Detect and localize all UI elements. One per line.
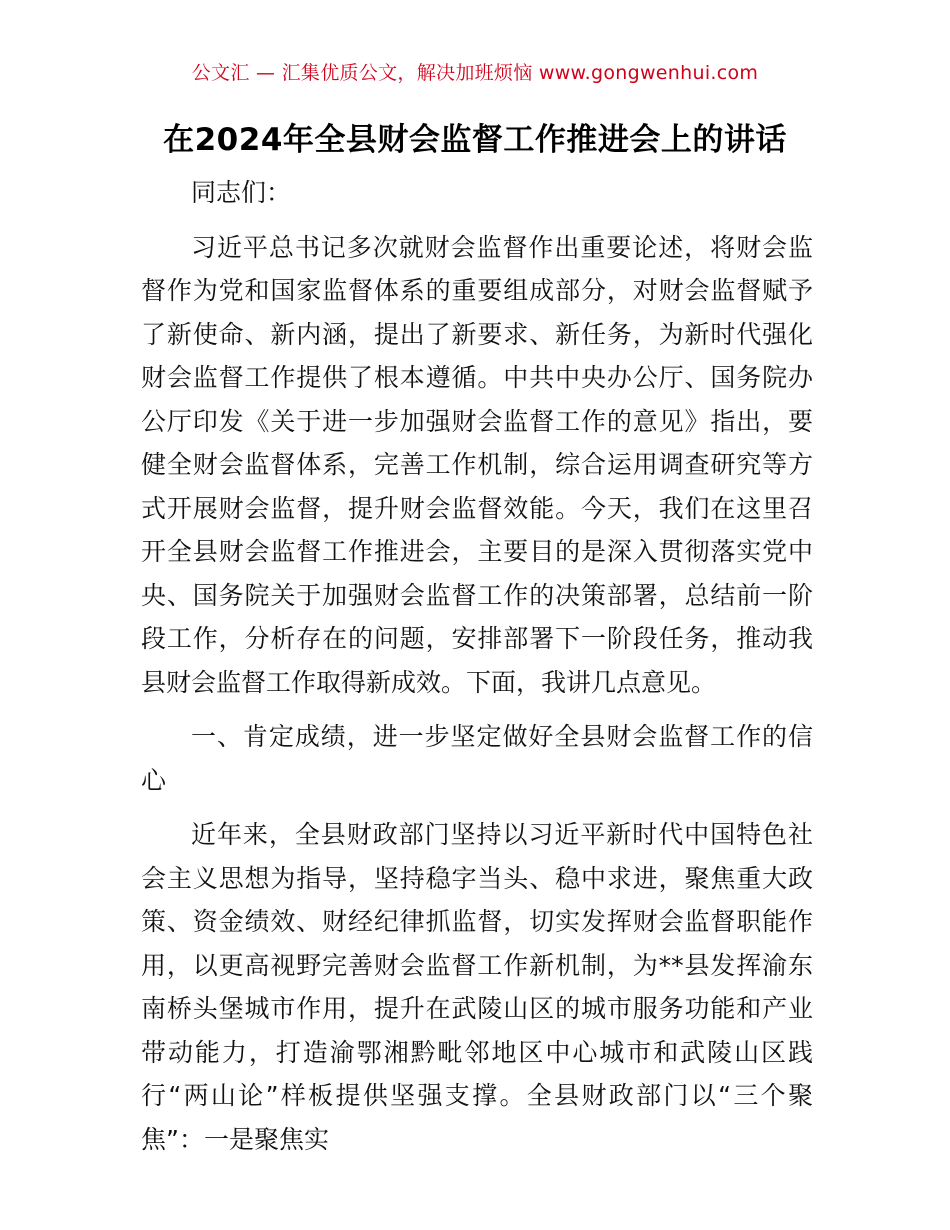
- paragraph-section-1: 近年来，全县财政部门坚持以习近平新时代中国特色社会主义思想为指导，坚持稳字当头、稳中求进，聚焦重大政策、资金绩效、财经纪律抓监督，切实发挥财会监督职能作用，以更高视野完善财会监督工作新机制，为**县发挥渝东南桥头堡城市作用，提升在武陵山区的城市服务功能和产业带动能力，打造渝鄂湘黔毗邻地区中心城市和武陵山区践行“两山论”样板提供坚强支撑。全县财政部门以“三个聚焦”：一是聚焦实: [141, 820, 813, 1154]
- page-title: 在2024年全县财会监督工作推进会上的讲话: [163, 122, 787, 158]
- paragraph-intro: 习近平总书记多次就财会监督作出重要论述，将财会监督作为党和国家监督体系的重要组成部分，对财会监督赋予了新使命、新内涵，提出了新要求、新任务，为新时代强化财会监督工作提供了根本遵循。中共中央办公厅、国务院办公厅印发《关于进一步加强财会监督工作的意见》指出，要健全财会监督体系，完善工作机制，综合运用调查研究等方式开展财会监督，提升财会监督效能。今天，我们在这里召开全县财会监督工作推进会，主要目的是深入贯彻落实党中央、国务院关于加强财会监督工作的决策部署，总结前一阶段工作，分析存在的问题，安排部署下一阶段任务，推动我县财会监督工作取得新成效。下面，我讲几点意见。: [141, 232, 813, 697]
- document-body: [141, 171, 813, 1161]
- section-heading: 一、肯定成绩，进一步坚定做好全县财会监督工作的信心: [141, 722, 813, 795]
- salutation: 同志们：: [191, 178, 292, 207]
- site-banner: 公文汇 — 汇集优质公文，解决加班烦恼 www.gongwenhui.com: [191, 62, 759, 84]
